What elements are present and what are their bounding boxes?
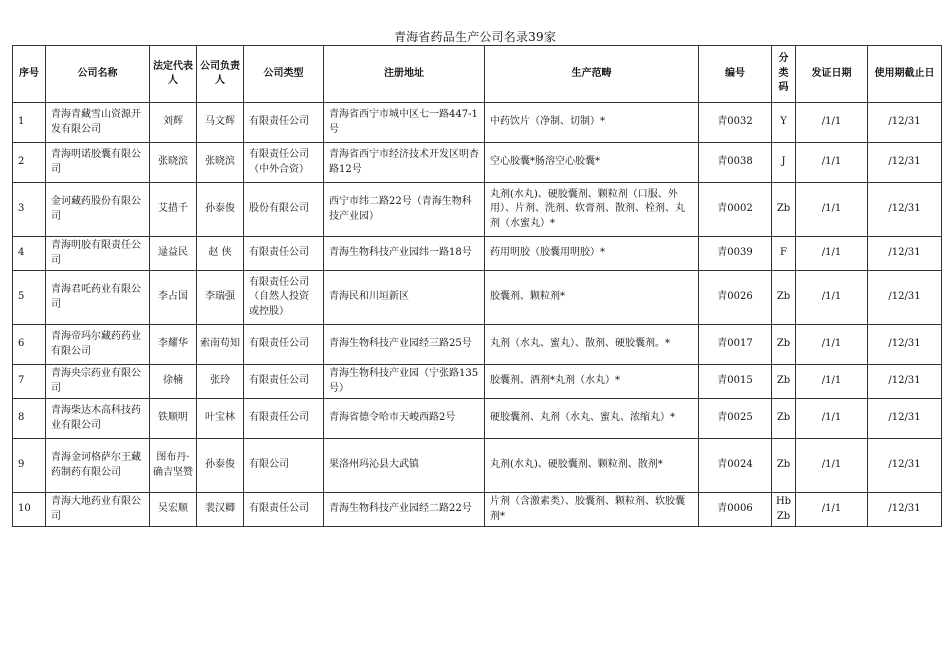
cell-type: 有限责任公司 [244,237,324,271]
cell-scope: 硬胶囊剂、丸剂（水丸、蜜丸、浓缩丸）* [485,399,699,439]
cell-company: 青海大地药业有限公司 [46,493,150,527]
cell-address: 青海省西宁市城中区七一路447-1号 [324,103,485,143]
cell-company: 青海君吒药业有限公司 [46,271,150,325]
cell-issue-date: /1/1 [796,493,868,527]
cell-manager: 孙泰俊 [197,183,244,237]
cell-index: 5 [13,271,46,325]
cell-code: 青0002 [699,183,772,237]
cell-manager: 索南苟知 [197,325,244,365]
cell-legal-rep: 刘辉 [150,103,197,143]
cell-expiry-date: /12/31 [868,183,942,237]
cell-code: 青0017 [699,325,772,365]
cell-manager: 张玲 [197,365,244,399]
table-row [13,237,942,271]
header-cell: 注册地址 [324,46,485,103]
cell-type: 有限责任公司 [244,103,324,143]
cell-index: 1 [13,103,46,143]
cell-issue-date: /1/1 [796,439,868,493]
cell-expiry-date: /12/31 [868,365,942,399]
cell-category: Hb Zb [772,493,796,527]
cell-code: 青0039 [699,237,772,271]
cell-type: 有限责任公司 [244,493,324,527]
cell-scope: 药用明胶（胶囊用明胶）* [485,237,699,271]
cell-scope: 胶囊剂、颗粒剂* [485,271,699,325]
cell-address: 青海省西宁市经济技术开发区明杏路12号 [324,143,485,183]
cell-issue-date: /1/1 [796,365,868,399]
table-row [13,365,942,399]
cell-address: 青海生物科技产业园纬一路18号 [324,237,485,271]
cell-legal-rep: 吴宏顺 [150,493,197,527]
cell-legal-rep: 李占国 [150,271,197,325]
cell-code: 青0032 [699,103,772,143]
header-cell: 分类码 [772,46,796,103]
company-table [12,45,942,527]
table-row [13,439,942,493]
document-title: 青海省药品生产公司名录39家 [393,30,557,44]
cell-issue-date: /1/1 [796,183,868,237]
header-row [13,46,942,103]
cell-company: 青海青藏雪山资源开发有限公司 [46,103,150,143]
cell-category: Zb [772,439,796,493]
cell-scope: 胶囊剂、酒剂*丸剂（水丸）* [485,365,699,399]
cell-scope: 丸剂(水丸)、硬胶囊剂、颗粒剂（口服、外用）、片剂、洗剂、软膏剂、散剂、栓剂、丸剂（水蜜丸）* [485,183,699,237]
cell-legal-rep: 铁顺明 [150,399,197,439]
cell-category: Zb [772,325,796,365]
cell-company: 青海金诃格萨尔王藏药制药有限公司 [46,439,150,493]
cell-address: 青海民和川垣新区 [324,271,485,325]
cell-category: F [772,237,796,271]
cell-address: 青海生物科技产业园（宁张路135号） [324,365,485,399]
header-cell: 法定代表人 [150,46,197,103]
cell-category: J [772,143,796,183]
table-row [13,271,942,325]
cell-address: 青海省德令哈市天峻西路2号 [324,399,485,439]
cell-index: 6 [13,325,46,365]
cell-manager: 赵 侠 [197,237,244,271]
cell-code: 青0024 [699,439,772,493]
cell-index: 4 [13,237,46,271]
cell-index: 10 [13,493,46,527]
cell-legal-rep: 图布丹·确吉坚赞 [150,439,197,493]
cell-code: 青0015 [699,365,772,399]
cell-legal-rep: 李耀华 [150,325,197,365]
cell-company: 青海帝玛尔藏药药业有限公司 [46,325,150,365]
cell-scope: 空心胶囊*肠溶空心胶囊* [485,143,699,183]
cell-legal-rep: 艾措千 [150,183,197,237]
header-cell: 公司类型 [244,46,324,103]
cell-address: 果洛州玛沁县大武镇 [324,439,485,493]
cell-category: Zb [772,183,796,237]
cell-index: 3 [13,183,46,237]
header-cell: 发证日期 [796,46,868,103]
cell-company: 青海柴达木高科技药业有限公司 [46,399,150,439]
cell-company: 青海明胶有限责任公司 [46,237,150,271]
cell-code: 青0006 [699,493,772,527]
cell-index: 9 [13,439,46,493]
table-row [13,493,942,527]
cell-company: 青海明诺胶囊有限公司 [46,143,150,183]
cell-issue-date: /1/1 [796,271,868,325]
cell-index: 2 [13,143,46,183]
cell-company: 金诃藏药股份有限公司 [46,183,150,237]
cell-expiry-date: /12/31 [868,493,942,527]
cell-manager: 孙泰俊 [197,439,244,493]
cell-code: 青0025 [699,399,772,439]
cell-scope: 丸剂(水丸)、硬胶囊剂、颗粒剂、散剂* [485,439,699,493]
cell-category: Y [772,103,796,143]
cell-expiry-date: /12/31 [868,325,942,365]
cell-type: 有限责任公司 [244,399,324,439]
cell-type: 有限责任公司 [244,325,324,365]
cell-legal-rep: 张晓滨 [150,143,197,183]
cell-scope: 中药饮片（净制、切制）* [485,103,699,143]
cell-type: 有限公司 [244,439,324,493]
cell-category: Zb [772,365,796,399]
cell-type: 有限责任公司 [244,365,324,399]
cell-type: 股份有限公司 [244,183,324,237]
cell-manager: 裴汉卿 [197,493,244,527]
cell-manager: 叶宝林 [197,399,244,439]
table-row [13,399,942,439]
cell-legal-rep: 逯益民 [150,237,197,271]
header-cell: 生产范畴 [485,46,699,103]
cell-company: 青海央宗药业有限公司 [46,365,150,399]
cell-expiry-date: /12/31 [868,143,942,183]
cell-type: 有限责任公司（中外合资） [244,143,324,183]
cell-issue-date: /1/1 [796,103,868,143]
cell-code: 青0026 [699,271,772,325]
cell-category: Zb [772,399,796,439]
cell-index: 8 [13,399,46,439]
cell-category: Zb [772,271,796,325]
cell-type: 有限责任公司（自然人投资或控股） [244,271,324,325]
cell-expiry-date: /12/31 [868,237,942,271]
table-row [13,103,942,143]
cell-legal-rep: 徐楠 [150,365,197,399]
table-row [13,325,942,365]
cell-manager: 张晓滨 [197,143,244,183]
cell-index: 7 [13,365,46,399]
header-cell: 公司负责人 [197,46,244,103]
header-cell: 序号 [13,46,46,103]
header-cell: 使用期截止日 [868,46,942,103]
cell-code: 青0038 [699,143,772,183]
cell-expiry-date: /12/31 [868,399,942,439]
table-row [13,143,942,183]
cell-issue-date: /1/1 [796,143,868,183]
cell-address: 青海生物科技产业园经三路25号 [324,325,485,365]
header-cell: 编号 [699,46,772,103]
cell-address: 西宁市纬二路22号（青海生物科技产业园） [324,183,485,237]
cell-issue-date: /1/1 [796,325,868,365]
cell-issue-date: /1/1 [796,237,868,271]
table-row [13,183,942,237]
cell-manager: 李瑞强 [197,271,244,325]
cell-scope: 片剂（含激素类）、胶囊剂、颗粒剂、软胶囊剂* [485,493,699,527]
cell-expiry-date: /12/31 [868,271,942,325]
cell-expiry-date: /12/31 [868,103,942,143]
cell-scope: 丸剂（水丸、蜜丸）、散剂、硬胶囊剂。* [485,325,699,365]
cell-issue-date: /1/1 [796,399,868,439]
cell-expiry-date: /12/31 [868,439,942,493]
cell-address: 青海生物科技产业园经二路22号 [324,493,485,527]
header-cell: 公司名称 [46,46,150,103]
cell-manager: 马文辉 [197,103,244,143]
